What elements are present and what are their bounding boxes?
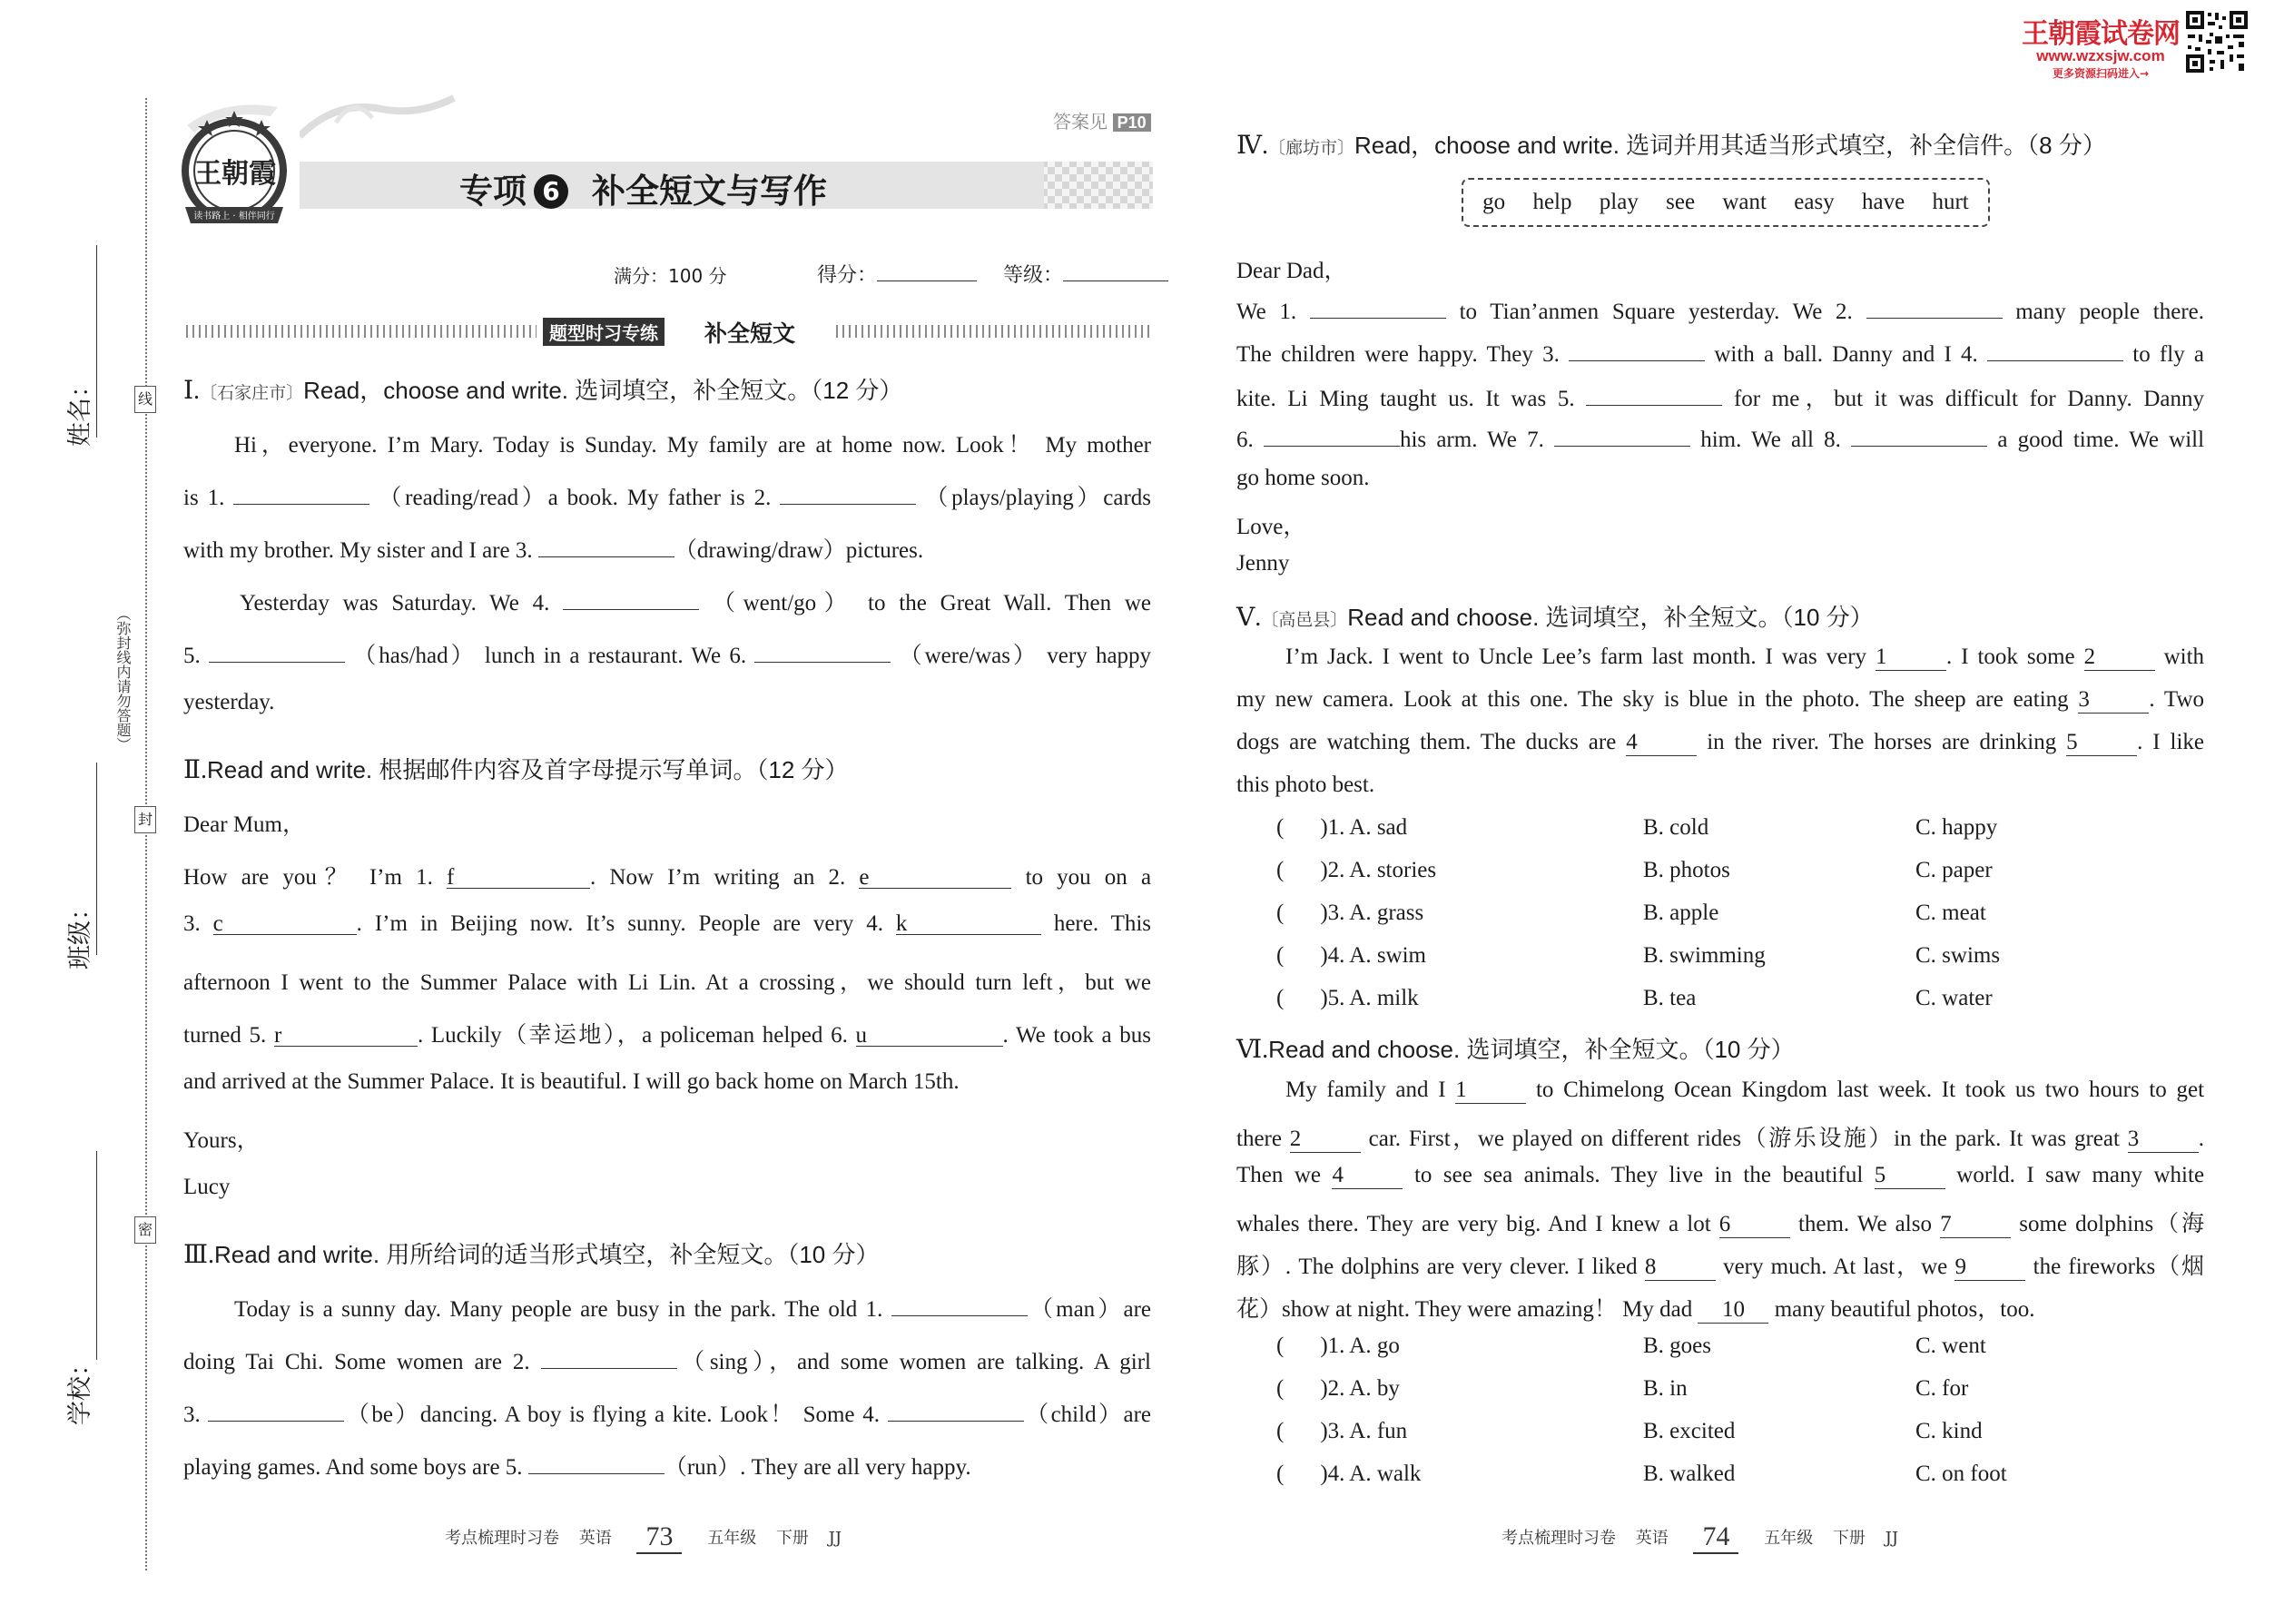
q5-option-b[interactable]: B. swimming	[1643, 943, 1766, 968]
section-title: 补全短文	[704, 320, 796, 347]
name-label: 姓名：	[66, 373, 94, 447]
q6-blank-7[interactable]: 7	[1940, 1212, 2011, 1238]
q2-text: . Now I’m writing an 2.	[590, 865, 846, 890]
answer-page-badge[interactable]: P10	[1113, 113, 1151, 132]
option-a[interactable]: )4. A. walk	[1320, 1462, 1422, 1486]
q2-line-3	[183, 964, 1151, 997]
q6-blank-4[interactable]: 4	[1332, 1163, 1403, 1189]
q4-text: 6.	[1236, 428, 1254, 452]
q3-text: （run）. They are all very happy.	[664, 1455, 971, 1480]
option-a[interactable]: )3. A. grass	[1320, 901, 1424, 925]
q6-option-c[interactable]: C. on foot	[1915, 1462, 2007, 1486]
page-number-73: 73	[636, 1521, 682, 1554]
seal-mark-close: 密	[134, 1216, 156, 1244]
footer-term: 下册	[775, 1529, 809, 1548]
q6-option-b[interactable]: B. goes	[1643, 1334, 1711, 1358]
q6-blank-1[interactable]: 1	[1455, 1078, 1526, 1104]
class-field[interactable]	[96, 763, 97, 955]
q3-line-4	[183, 1449, 971, 1481]
q4-text: for me，but it was difficult for Danny. Danny	[1733, 387, 2205, 411]
q3-text: 3.	[183, 1403, 201, 1427]
answer-paren[interactable]: (	[1276, 858, 1285, 882]
option-a[interactable]: )5. A. milk	[1320, 986, 1419, 1010]
q2-blank-5[interactable]: r	[274, 1023, 418, 1047]
q3-roman: Ⅲ.	[183, 1241, 215, 1269]
q1-line-5	[183, 637, 1151, 670]
q2-line-4	[183, 1017, 1151, 1049]
word-bank-item: help	[1532, 190, 1572, 214]
q4-roman: Ⅳ.	[1236, 132, 1268, 160]
logo-ribbon: 读书路上 · 相伴同行	[193, 212, 275, 221]
q6-option-c[interactable]: C. went	[1915, 1334, 1986, 1358]
binding-dotted-line	[145, 98, 147, 1570]
q5-text: with	[2163, 645, 2205, 669]
footer-edition: JJ	[828, 1529, 842, 1548]
q4-line-5: go home soon.	[1236, 466, 1370, 490]
q2-line-2	[183, 911, 1151, 937]
q5-roman: Ⅴ.	[1236, 604, 1262, 632]
q4-text: a good time. We will	[1997, 428, 2205, 452]
answer-paren[interactable]: (	[1276, 1462, 1285, 1486]
option-a[interactable]: )1. A. sad	[1320, 815, 1408, 840]
q1-blank-6[interactable]	[754, 639, 891, 663]
q6-text: 花）show at night. They were amazing！ My dad	[1236, 1297, 1693, 1322]
q6-option-b[interactable]: B. walked	[1643, 1462, 1736, 1486]
q5-line-4: this photo best.	[1236, 773, 1375, 797]
q6-blank-5[interactable]: 5	[1875, 1163, 1945, 1189]
q6-text: world. I saw many white	[1956, 1163, 2205, 1187]
answer-paren[interactable]: (	[1276, 815, 1285, 840]
title-badge: 6	[534, 174, 568, 209]
q6-option-row[interactable]	[1276, 1334, 1400, 1359]
q5-instruction: Read and choose. 选词填空，补全短文。（10 分）	[1347, 604, 1874, 631]
q1-text: （plays/playing）cards	[925, 486, 1152, 510]
q5-option-row[interactable]	[1276, 986, 1419, 1011]
footer-left	[445, 1521, 842, 1554]
q5-blank-5[interactable]: 5	[2066, 730, 2137, 756]
q6-text: there	[1236, 1127, 1282, 1151]
q6-text: car. First，we played on different rides（游乐设施）in the park. It was great	[1368, 1127, 2120, 1151]
q1-text: （drawing/draw）pictures.	[674, 538, 924, 563]
q6-text: 豚）. The dolphins are very clever. I liked	[1236, 1255, 1638, 1279]
q1-line-3	[183, 532, 923, 565]
q5-line-3	[1236, 730, 2204, 756]
q4-text: many people there.	[2015, 300, 2205, 324]
q1-instruction: Read，choose and write. 选词填空，补全短文。（12 分）	[303, 377, 903, 404]
answer-paren[interactable]: (	[1276, 901, 1285, 925]
footer-grade: 五年级	[707, 1529, 757, 1548]
q3-text: （sing），and some women are talking. A girl	[676, 1350, 1151, 1374]
q6-text: to Chimelong Ocean Kingdom last week. It took us two hours to get	[1535, 1078, 2205, 1102]
q1-blank-4[interactable]	[563, 586, 699, 610]
word-bank-item: hurt	[1932, 190, 1969, 214]
q3-text: Today is a sunny day. Many people are busy in the park. The old 1.	[234, 1297, 883, 1322]
q3-text: （man）are	[1027, 1297, 1152, 1322]
q5-text: . I took some	[1946, 645, 2075, 669]
section-tag: 题型时习专练	[543, 318, 665, 346]
q1-text: （has/had） lunch in a restaurant. We 6.	[353, 644, 747, 668]
right-column	[1236, 0, 2204, 1624]
footer-series: 考点梳理时习卷	[1501, 1529, 1616, 1548]
q5-option-c[interactable]: C. water	[1915, 986, 1993, 1010]
q2-text: . I’m in Beijing now. It’s sunny. People are very 4.	[356, 911, 883, 936]
left-column	[183, 0, 1151, 1624]
q1-text: （went/go） to the Great Wall. Then we	[713, 591, 1152, 615]
q3-line-3	[183, 1396, 1151, 1429]
q4-blank-7[interactable]	[1554, 423, 1690, 447]
q4-text: kite. Li Ming taught us. It was 5.	[1236, 387, 1575, 411]
q2-text: . We took a bus	[1002, 1023, 1152, 1048]
q5-option-b[interactable]: B. cold	[1643, 815, 1709, 840]
q4-blank-5[interactable]	[1586, 382, 1722, 406]
word-bank-item: easy	[1794, 190, 1835, 214]
q1-text: 5.	[183, 644, 201, 668]
q5-option-row[interactable]	[1276, 815, 1407, 841]
q5-option-c[interactable]: C. swims	[1915, 943, 2001, 968]
q3-text: （child）are	[1023, 1403, 1151, 1427]
q5-option-c[interactable]: C. paper	[1915, 858, 1993, 882]
q5-text: dogs are watching them. The ducks are	[1236, 730, 1617, 754]
q6-text: some dolphins（海	[2019, 1212, 2205, 1236]
q2-text: here. This	[1053, 911, 1152, 936]
q6-line-3	[1236, 1163, 2204, 1189]
q6-text: to see sea animals. They live in the beautiful	[1413, 1163, 1864, 1187]
q6-text: whales there. They are very big. And I knew a lot	[1236, 1212, 1711, 1236]
q5-option-row[interactable]	[1276, 858, 1436, 883]
q6-line-1	[1236, 1078, 2204, 1104]
site-tag: 更多资源扫码进入→	[2052, 67, 2150, 80]
q3-blank-5[interactable]	[528, 1451, 665, 1474]
q6-text: My family and I	[1285, 1078, 1446, 1102]
q2-heading	[183, 752, 849, 785]
q6-blank-6[interactable]: 6	[1719, 1212, 1790, 1238]
q2-closing: Yours，	[183, 1128, 260, 1153]
page-number-74: 74	[1693, 1521, 1738, 1554]
option-a[interactable]: )1. A. go	[1320, 1334, 1400, 1358]
q1-line-4	[183, 585, 1151, 617]
q6-blank-9[interactable]: 9	[1954, 1255, 2025, 1281]
q6-option-row[interactable]	[1276, 1462, 1421, 1487]
q3-heading	[183, 1236, 880, 1270]
q6-option-row[interactable]	[1276, 1376, 1400, 1402]
q5-text: my new camera. Look at this one. The sky is blue in the photo. The sheep are eating	[1236, 687, 2069, 712]
footer-right	[1501, 1521, 1898, 1554]
answer-paren[interactable]: (	[1276, 986, 1285, 1010]
q5-text: I’m Jack. I went to Uncle Lee’s farm last month. I was very	[1285, 645, 1867, 669]
q6-heading	[1236, 1031, 1795, 1065]
q4-blank-6[interactable]	[1264, 423, 1400, 447]
score-label: 得分：	[817, 264, 878, 287]
q5-text: . I like	[2137, 730, 2205, 754]
title-main: 补全短文与写作	[592, 172, 827, 211]
school-label: 学校：	[66, 1352, 94, 1425]
q2-text: How are you？ I’m 1.	[183, 865, 433, 890]
q2-text: turned 5.	[183, 1023, 267, 1048]
q2-blank-6[interactable]: u	[856, 1023, 1003, 1047]
q5-text: in the river. The horses are drinking	[1707, 730, 2057, 754]
q4-word-bank	[1462, 178, 1990, 227]
seal-note: （弥封线内请勿答题）	[114, 606, 132, 752]
q2-line-5: and arrived at the Summer Palace. It is beautiful. I will go back home on March 15th.	[183, 1069, 960, 1094]
q5-city: 〔高邑县〕	[1261, 610, 1348, 630]
q1-line-2	[183, 479, 1151, 512]
option-a[interactable]: )2. A. by	[1320, 1376, 1400, 1401]
q5-blank-3[interactable]: 3	[2078, 687, 2149, 714]
q6-blank-2[interactable]: 2	[1290, 1127, 1361, 1153]
q6-instruction: Read and choose. 选词填空，补全短文。（10 分）	[1268, 1036, 1795, 1063]
answer-ref-label: 答案见	[1053, 113, 1108, 133]
q4-text: his arm. We 7.	[1399, 428, 1544, 452]
q6-text: .	[2198, 1127, 2205, 1151]
q4-signature: Jenny	[1236, 551, 1290, 576]
site-name: 王朝霞试卷网	[2022, 18, 2180, 50]
q1-text-1: Hi，everyone. I’m Mary. Today is Sunday. My family are at home now. Look！ My mother	[234, 433, 1151, 458]
q6-line-2	[1236, 1120, 2204, 1153]
q1-text: Yesterday was Saturday. We 4.	[240, 591, 550, 615]
q1-line-6: yesterday.	[183, 690, 275, 714]
q4-line-1	[1236, 295, 2204, 325]
q5-option-c[interactable]: C. meat	[1915, 901, 1986, 925]
seal-mark-line: 线	[134, 386, 156, 413]
q5-line-2	[1236, 687, 2204, 714]
q6-option-row[interactable]	[1276, 1419, 1407, 1444]
q3-blank-1[interactable]	[891, 1293, 1028, 1316]
answer-paren[interactable]: (	[1276, 1376, 1285, 1401]
q4-instruction: Read，choose and write. 选词并用其适当形式填空，补全信件。（8 分）	[1354, 132, 2106, 159]
name-field[interactable]	[96, 245, 97, 438]
q3-text: （be）dancing. A boy is flying a kite. Look！ Some 4.	[344, 1403, 880, 1427]
q6-roman: Ⅵ.	[1236, 1036, 1269, 1064]
q2-blank-4[interactable]: k	[896, 911, 1041, 935]
q5-text: . Two	[2149, 687, 2204, 712]
word-bank-item: play	[1599, 190, 1639, 214]
word-bank-item: want	[1722, 190, 1767, 214]
q6-text: very much. At last，we	[1723, 1255, 1948, 1279]
q4-text: The children were happy. They 3.	[1236, 342, 1560, 367]
q2-blank-2[interactable]: e	[859, 865, 1011, 889]
school-field[interactable]	[96, 1151, 97, 1360]
q1-text: （reading/read）a book. My father is 2.	[379, 486, 772, 510]
q4-blank-3[interactable]	[1569, 338, 1705, 361]
logo-text: 王朝霞	[194, 158, 276, 190]
q5-option-row[interactable]	[1276, 901, 1423, 926]
q2-signature: Lucy	[183, 1175, 231, 1199]
q2-blank-1[interactable]: f	[447, 865, 590, 889]
q1-city: 〔石家庄市〕	[200, 383, 304, 403]
q5-option-b[interactable]: B. photos	[1643, 858, 1730, 882]
q2-line-1	[183, 859, 1151, 891]
q2-text: afternoon I went to the Summer Palace with Li Lin. At a crossing，we should turn left，but we	[183, 970, 1151, 995]
q6-line-4	[1236, 1206, 2204, 1238]
q4-line-3	[1236, 380, 2204, 413]
q6-blank-3[interactable]: 3	[2128, 1127, 2199, 1153]
q4-line-4	[1236, 423, 2204, 453]
q4-blank-8[interactable]	[1851, 423, 1987, 447]
q3-instruction: Read and write. 用所给词的适当形式填空，补全短文。（10 分）	[214, 1241, 880, 1268]
q4-closing: Love，	[1236, 515, 1306, 539]
q5-blank-2[interactable]: 2	[2084, 645, 2155, 671]
title-prefix: 专项	[459, 172, 527, 211]
q4-text: him. We all 8.	[1700, 428, 1841, 452]
seal-mark-seal: 封	[134, 806, 156, 833]
q5-blank-4[interactable]: 4	[1626, 730, 1697, 756]
word-bank-item: have	[1861, 190, 1905, 214]
option-a[interactable]: )3. A. fun	[1320, 1419, 1408, 1443]
q1-blank-3[interactable]	[538, 534, 674, 557]
word-bank-item: go	[1482, 190, 1506, 214]
q5-line-1	[1236, 645, 2204, 671]
q6-text: many beautiful photos，too.	[1774, 1297, 2035, 1322]
q6-option-b[interactable]: B. in	[1643, 1376, 1688, 1401]
q2-text: . Luckily（幸运地），a policeman helped 6.	[417, 1023, 848, 1048]
q3-blank-2[interactable]	[541, 1345, 677, 1369]
footer-subject: 英语	[578, 1529, 612, 1548]
q4-city: 〔廊坊市〕	[1267, 138, 1354, 158]
footer-edition: JJ	[1885, 1529, 1899, 1548]
q1-blank-5[interactable]	[209, 639, 345, 663]
q3-text: doing Tai Chi. Some women are 2.	[183, 1350, 530, 1374]
q4-blank-1[interactable]	[1310, 295, 1446, 319]
q1-text: is 1.	[183, 486, 225, 510]
q3-text: playing games. And some boys are 5.	[183, 1455, 523, 1480]
q1-blank-1[interactable]	[233, 481, 369, 505]
q6-text: them. We also	[1797, 1212, 1932, 1236]
q6-text: the fireworks（烟	[2033, 1255, 2205, 1279]
q2-greeting: Dear Mum，	[183, 812, 305, 837]
q4-greeting: Dear Dad，	[1236, 259, 1347, 283]
q6-option-b[interactable]: B. excited	[1643, 1419, 1736, 1443]
q5-option-row[interactable]	[1276, 943, 1426, 969]
q4-blank-4[interactable]	[1987, 338, 2123, 361]
q3-line-2	[183, 1343, 1151, 1376]
q5-blank-1[interactable]: 1	[1876, 645, 1946, 671]
q4-text: to Tian’anmen Square yesterday. We 2.	[1459, 300, 1853, 324]
q2-text: to you on a	[1025, 865, 1152, 890]
q2-text: 3.	[183, 911, 201, 936]
q5-option-b[interactable]: B. tea	[1643, 986, 1697, 1010]
answer-paren[interactable]: (	[1276, 1334, 1285, 1358]
q4-text: to fly a	[2132, 342, 2205, 367]
q3-line-1	[183, 1291, 1151, 1324]
q2-blank-3[interactable]: c	[213, 911, 357, 935]
q6-option-c[interactable]: C. for	[1915, 1376, 1969, 1401]
q1-text: （were/was） very happy	[899, 644, 1152, 668]
q6-blank-8[interactable]: 8	[1645, 1255, 1716, 1281]
q4-heading	[1236, 127, 2106, 161]
q6-line-5	[1236, 1248, 2204, 1281]
answer-paren[interactable]: (	[1276, 1419, 1285, 1443]
q5-option-b[interactable]: B. apple	[1643, 901, 1719, 925]
q1-roman: Ⅰ.	[183, 377, 201, 405]
q1-heading	[183, 372, 902, 406]
q2-roman: Ⅱ.	[183, 756, 208, 784]
footer-grade: 五年级	[1764, 1529, 1814, 1548]
q6-option-c[interactable]: C. kind	[1915, 1419, 1983, 1443]
q5-option-c[interactable]: C. happy	[1915, 815, 1998, 840]
footer-series: 考点梳理时习卷	[445, 1529, 559, 1548]
q1-text: with my brother. My sister and I are 3.	[183, 538, 533, 563]
q1-line-1	[183, 427, 1151, 459]
q4-text: We 1.	[1236, 300, 1297, 324]
q2-instruction: Read and write. 根据邮件内容及首字母提示写单词。（12 分）	[207, 756, 849, 783]
q6-text: Then we	[1236, 1163, 1321, 1187]
answer-paren[interactable]: (	[1276, 943, 1285, 968]
q4-text: with a ball. Danny and I 4.	[1714, 342, 1978, 367]
site-url[interactable]: www.wzxsjw.com	[2036, 47, 2165, 64]
footer-subject: 英语	[1635, 1529, 1669, 1548]
footer-term: 下册	[1832, 1529, 1866, 1548]
q3-blank-3[interactable]	[208, 1398, 344, 1422]
q1-blank-2[interactable]	[780, 481, 916, 505]
q5-heading	[1236, 599, 1874, 633]
class-label: 班级：	[66, 896, 94, 969]
option-a[interactable]: )2. A. stories	[1320, 858, 1437, 882]
option-a[interactable]: )4. A. swim	[1320, 943, 1427, 968]
grade-label: 等级：	[1003, 264, 1064, 287]
full-score: 满分：100 分	[614, 265, 727, 287]
q4-line-2	[1236, 338, 2204, 368]
q3-blank-4[interactable]	[888, 1398, 1024, 1422]
q6-line-6	[1236, 1291, 2035, 1324]
word-bank-item: see	[1666, 190, 1696, 214]
q6-blank-10[interactable]: 10	[1698, 1297, 1768, 1324]
q4-blank-2[interactable]	[1866, 295, 2003, 319]
